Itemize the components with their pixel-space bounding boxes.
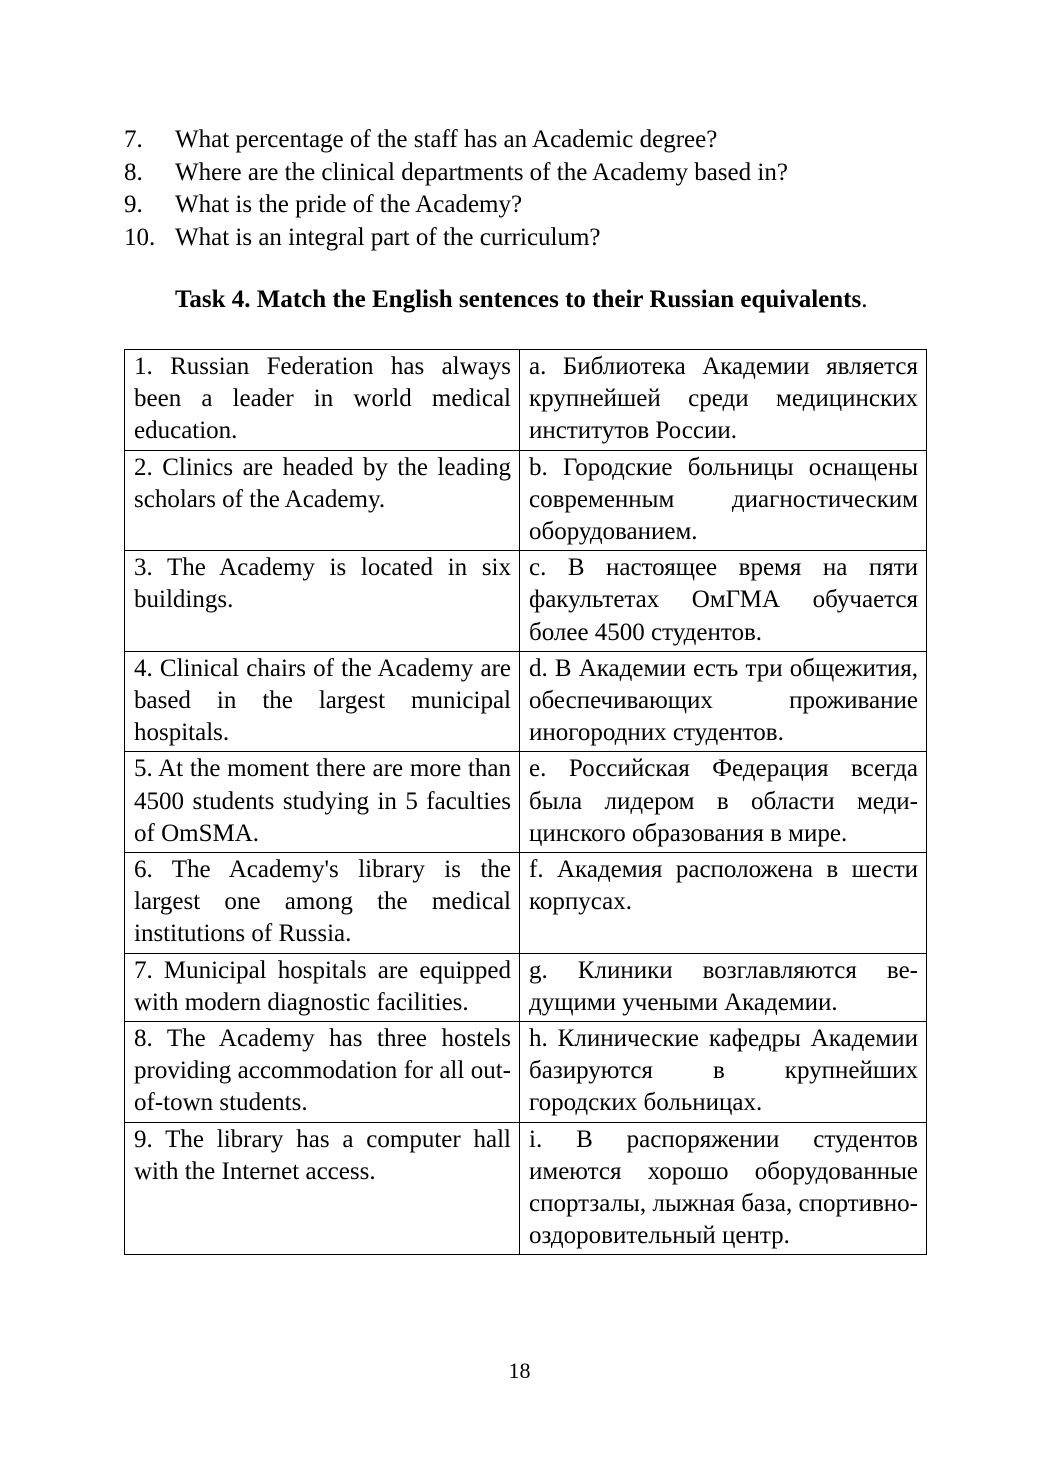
question-number: 8.	[124, 158, 143, 186]
table-row	[125, 1022, 927, 1123]
question-number: 10.	[124, 223, 156, 251]
russian-sentence: a. Библиотека Академии является крупнейшей среди медицинских институтов России.	[520, 350, 927, 451]
russian-sentence: h. Клинические кафедры Академии базируются в крупнейших городских больницах.	[520, 1022, 927, 1123]
russian-sentence: d. В Академии есть три общежития, обеспечивающих проживание иногородних студентов.	[520, 651, 927, 752]
russian-sentence: i. В распоряжении студентов имеются хорошо оборудованные спортзалы, лыжная база, спортивно-оздоровительный центр.	[520, 1122, 927, 1255]
question-item	[124, 189, 924, 222]
question-number: 7.	[124, 126, 143, 153]
table-row	[125, 853, 927, 954]
russian-sentence: b. Городские больницы оснащены современным диагностическим оборудованием.	[520, 450, 927, 551]
russian-sentence: g. Клиники возглавляются ведущими учеными Академии.	[520, 953, 927, 1021]
english-sentence: 4. Clinical chairs of the Academy are based in the largest municipal hospitals.	[125, 651, 520, 752]
question-text: Where are the clinical departments of the Academy based in?	[175, 158, 788, 186]
table-row	[125, 1122, 927, 1255]
english-sentence: 8. The Academy has three hostels providing accommodation for all out-of-town students.	[125, 1022, 520, 1123]
russian-sentence: c. В настоящее время на пяти факультетах ОмГМА обучается более 4500 студентов.	[520, 551, 927, 652]
task-heading	[124, 284, 915, 317]
matching-table	[124, 349, 927, 1255]
question-item	[124, 157, 924, 190]
table-row	[125, 551, 927, 652]
task-title-period: .	[861, 286, 868, 313]
question-text: What percentage of the staff has an Academic degree?	[175, 126, 718, 153]
question-text: What is an integral part of the curriculum?	[175, 223, 601, 251]
table-row	[125, 953, 927, 1021]
question-item	[124, 222, 924, 255]
task-title: Task 4. Match the English sentences to their Russian equivalents	[175, 286, 862, 313]
table-row	[125, 450, 927, 551]
english-sentence: 9. The library has a computer hall with the Internet access.	[125, 1122, 520, 1255]
english-sentence: 3. The Academy is located in six buildings.	[125, 551, 520, 652]
russian-sentence: e. Российская Федерация всегда была лидером в области медицинского образования в мире.	[520, 752, 927, 853]
english-sentence: 7. Municipal hospitals are equipped with modern diagnostic facilities.	[125, 953, 520, 1021]
table-row	[125, 752, 927, 853]
question-text: What is the pride of the Academy?	[175, 191, 523, 218]
english-sentence: 5. At the moment there are more than 4500 students studying in 5 faculties of OmSMA.	[125, 752, 520, 853]
question-item	[124, 124, 924, 157]
question-number: 9.	[124, 191, 143, 218]
page-number: 18	[508, 1358, 531, 1383]
russian-sentence: f. Академия расположена в шести корпусах.	[520, 853, 927, 954]
english-sentence: 6. The Academy's library is the largest one among the medical institutions of Russia.	[125, 853, 520, 954]
english-sentence: 2. Clinics are headed by the leading scholars of the Academy.	[125, 450, 520, 551]
question-list	[124, 124, 924, 254]
table-row	[125, 350, 927, 451]
english-sentence: 1. Russian Federation has always been a leader in world medical education.	[125, 350, 520, 451]
table-row	[125, 651, 927, 752]
